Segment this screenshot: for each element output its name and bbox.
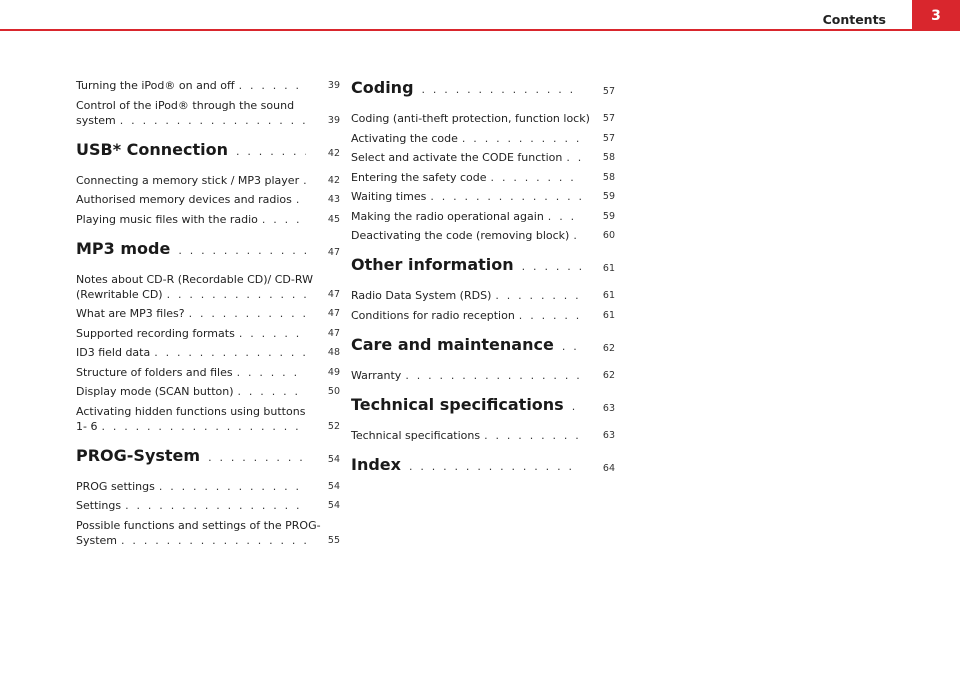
toc-section-heading[interactable] (351, 78, 615, 97)
toc-entry-line (76, 518, 321, 533)
page-reference: 59 (602, 191, 615, 202)
dot-leader (236, 145, 306, 158)
toc-entry-line (351, 189, 581, 204)
section-title: Care and maintenance (351, 334, 554, 354)
entry-title: Playing music files with the radio (76, 212, 258, 226)
toc-left-column (76, 78, 340, 552)
toc-entry-line (76, 98, 306, 113)
dot-leader (237, 365, 306, 380)
toc-entry-line (76, 287, 306, 302)
page-reference: 39 (327, 114, 340, 126)
page-reference: 45 (327, 213, 340, 225)
dot-leader (491, 170, 581, 185)
page-reference: 57 (602, 132, 615, 144)
page-reference: 43 (327, 194, 340, 205)
page-reference: 57 (602, 113, 615, 124)
page-reference: 47 (327, 246, 340, 258)
dot-leader (566, 150, 581, 165)
entry-title: Entering the safety code (351, 170, 487, 184)
page-reference: 61 (602, 309, 615, 321)
section-title: Index (351, 454, 401, 474)
toc-entry[interactable] (351, 368, 615, 383)
toc-entry-line (76, 212, 306, 227)
dot-leader (120, 113, 306, 128)
toc-entry-line (351, 228, 581, 243)
toc-entry-line (76, 533, 306, 548)
toc-entry[interactable] (76, 518, 340, 548)
toc-entry-line (351, 428, 581, 443)
toc-section-heading[interactable] (76, 239, 340, 258)
toc-entry[interactable] (76, 498, 340, 513)
dot-leader (405, 368, 581, 383)
toc-entry-line (76, 78, 306, 93)
toc-entry[interactable] (76, 479, 340, 494)
page-reference: 58 (602, 152, 615, 163)
dot-leader (430, 189, 581, 204)
page-reference: 47 (327, 308, 340, 319)
entry-title: Activating the code (351, 131, 458, 145)
toc-entry[interactable] (351, 189, 615, 204)
toc-entry-line (76, 446, 306, 465)
entry-title: Coding (anti-theft protection, function lock) (351, 112, 590, 125)
entry-title: Display mode (SCAN button) (76, 385, 234, 398)
page-number-badge (912, 0, 960, 31)
toc-entry-line (76, 365, 306, 380)
toc-entry[interactable] (76, 345, 340, 360)
page-reference: 50 (327, 386, 340, 397)
dot-leader (208, 451, 306, 464)
toc-entry-line (76, 404, 306, 419)
dot-leader (495, 288, 581, 303)
dot-leader (154, 345, 306, 360)
toc-entry[interactable] (76, 326, 340, 341)
toc-entry[interactable] (351, 428, 615, 443)
entry-title: Notes about CD-R (Recordable CD)/ CD-RW (76, 272, 313, 286)
page-reference: 62 (602, 342, 615, 354)
dot-leader (238, 384, 306, 399)
toc-entry-line (76, 345, 306, 360)
page-reference: 39 (327, 80, 340, 91)
toc-entry-line (351, 335, 581, 354)
entry-title: Radio Data System (RDS) (351, 289, 492, 302)
toc-entry-line (76, 384, 306, 399)
entry-title: Waiting times (351, 190, 427, 203)
page-reference: 49 (327, 366, 340, 378)
toc-entry-line (76, 239, 306, 258)
entry-title: Authorised memory devices and radios (76, 193, 292, 206)
page-reference: 47 (327, 327, 340, 339)
toc-entry[interactable] (351, 308, 615, 323)
page-reference: 59 (602, 210, 615, 222)
dot-leader (167, 287, 306, 302)
page-reference: 63 (602, 402, 615, 414)
page-reference: 48 (327, 347, 340, 358)
dot-leader (296, 192, 306, 207)
dot-leader (178, 244, 306, 257)
page-reference: 42 (327, 174, 340, 186)
entry-title: Structure of folders and files (76, 365, 233, 379)
entry-title: Warranty (351, 368, 402, 382)
page-reference: 61 (602, 263, 615, 274)
toc-entry[interactable] (351, 288, 615, 303)
entry-title: Supported recording formats (76, 326, 235, 340)
toc-entry-line (351, 170, 581, 185)
section-title: USB* Connection (76, 139, 229, 159)
entry-title: Connecting a memory stick / MP3 player (76, 173, 300, 187)
entry-title: Making the radio operational again (351, 209, 544, 223)
entry-title: 1- 6 (76, 419, 98, 433)
toc-entry[interactable] (76, 78, 340, 93)
page-reference: 61 (602, 290, 615, 301)
entry-title: Control of the iPod® through the sound (76, 98, 295, 112)
toc-entry-line (351, 308, 581, 323)
toc-entry-line (76, 326, 306, 341)
toc-entry[interactable] (351, 131, 615, 146)
toc-entry-line (351, 368, 581, 383)
page-number: 3 (931, 7, 941, 24)
dot-leader (121, 533, 306, 548)
page-reference: 54 (327, 453, 340, 465)
entry-title: Deactivating the code (removing block) (351, 229, 570, 242)
dot-leader (548, 209, 581, 224)
section-title: Other information (351, 255, 514, 274)
dot-leader (239, 78, 306, 93)
dot-leader (262, 212, 306, 227)
entry-title: System (76, 533, 118, 547)
entry-title: Activating hidden functions using buttons (76, 404, 306, 418)
entry-title: Settings (76, 499, 122, 512)
toc-entry[interactable] (351, 209, 615, 224)
toc-section-heading[interactable] (351, 255, 615, 274)
page-reference: 63 (602, 429, 615, 441)
toc-entry-line (76, 479, 306, 494)
dot-leader (519, 308, 581, 323)
toc-entry[interactable] (76, 306, 340, 321)
dot-leader (101, 419, 306, 434)
dot-leader (125, 498, 306, 513)
toc-entry[interactable] (351, 111, 615, 126)
toc-entry-line (351, 111, 590, 126)
toc-entry-line (76, 419, 306, 434)
dot-leader (562, 340, 581, 353)
section-title: Technical specifications (351, 394, 564, 414)
toc-entry[interactable] (351, 170, 615, 185)
dot-leader (239, 326, 306, 341)
page-reference: 57 (602, 86, 615, 97)
page-reference: 54 (327, 500, 340, 511)
toc-entry[interactable] (76, 212, 340, 227)
dot-leader (573, 228, 581, 243)
toc-entry[interactable] (76, 404, 340, 434)
toc-entry-line (351, 288, 581, 303)
toc-right-column (351, 78, 615, 488)
toc-entry-line (76, 140, 306, 159)
toc-section-heading[interactable] (76, 140, 340, 159)
section-title: Coding (351, 78, 414, 97)
entry-title: Technical specifications (351, 428, 481, 442)
dot-leader (572, 400, 581, 413)
toc-entry-line (351, 395, 581, 414)
section-title: PROG-System (76, 445, 201, 465)
dot-leader (522, 260, 581, 273)
toc-entry-line (351, 78, 581, 97)
toc-entry[interactable] (76, 365, 340, 380)
page-reference: 47 (327, 288, 340, 300)
toc-entry[interactable] (76, 192, 340, 207)
entry-title: Select and activate the CODE function (351, 151, 563, 164)
entry-title: ID3 field data (76, 346, 151, 359)
toc-entry-line (351, 255, 581, 274)
page-reference: 64 (602, 462, 615, 474)
dot-leader (462, 131, 581, 146)
toc-entry-line (76, 173, 306, 188)
toc-entry-line (76, 272, 313, 287)
entry-title: Conditions for radio reception (351, 308, 515, 322)
toc-entry-line (351, 455, 581, 474)
toc-entry[interactable] (76, 272, 340, 302)
entry-title: Possible functions and settings of the PROG- (76, 518, 321, 532)
toc-entry[interactable] (76, 98, 340, 128)
page-header-title: Contents (822, 12, 886, 27)
toc-entry-line (351, 131, 581, 146)
toc-entry-line (76, 306, 306, 321)
toc-entry-line (351, 150, 581, 165)
header-divider (0, 29, 912, 31)
dot-leader (484, 428, 581, 443)
dot-leader (422, 83, 581, 96)
entry-title: PROG settings (76, 479, 155, 493)
entry-title: What are MP3 files? (76, 307, 185, 320)
entry-title: (Rewritable CD) (76, 287, 163, 301)
toc-section-heading[interactable] (351, 335, 615, 354)
page-reference: 58 (602, 171, 615, 183)
toc-entry-line (351, 209, 581, 224)
toc-entry[interactable] (351, 150, 615, 165)
dot-leader (189, 306, 306, 321)
toc-entry-line (76, 192, 306, 207)
page-reference: 62 (602, 369, 615, 381)
entry-title: system (76, 113, 116, 127)
toc-entry[interactable] (76, 384, 340, 399)
toc-entry[interactable] (76, 173, 340, 188)
toc-entry[interactable] (351, 228, 615, 243)
toc-section-heading[interactable] (351, 455, 615, 474)
section-title: MP3 mode (76, 238, 171, 258)
toc-section-heading[interactable] (351, 395, 615, 414)
dot-leader (159, 479, 306, 494)
toc-entry-line (76, 498, 306, 513)
page-reference: 54 (327, 480, 340, 492)
toc-section-heading[interactable] (76, 446, 340, 465)
toc-entry-line (76, 113, 306, 128)
dot-leader (409, 460, 581, 473)
dot-leader (303, 173, 306, 188)
page-reference: 60 (602, 230, 615, 241)
page-reference: 42 (327, 147, 340, 159)
page-reference: 55 (327, 534, 340, 546)
page-reference: 52 (327, 420, 340, 432)
entry-title: Turning the iPod® on and off (76, 79, 235, 92)
